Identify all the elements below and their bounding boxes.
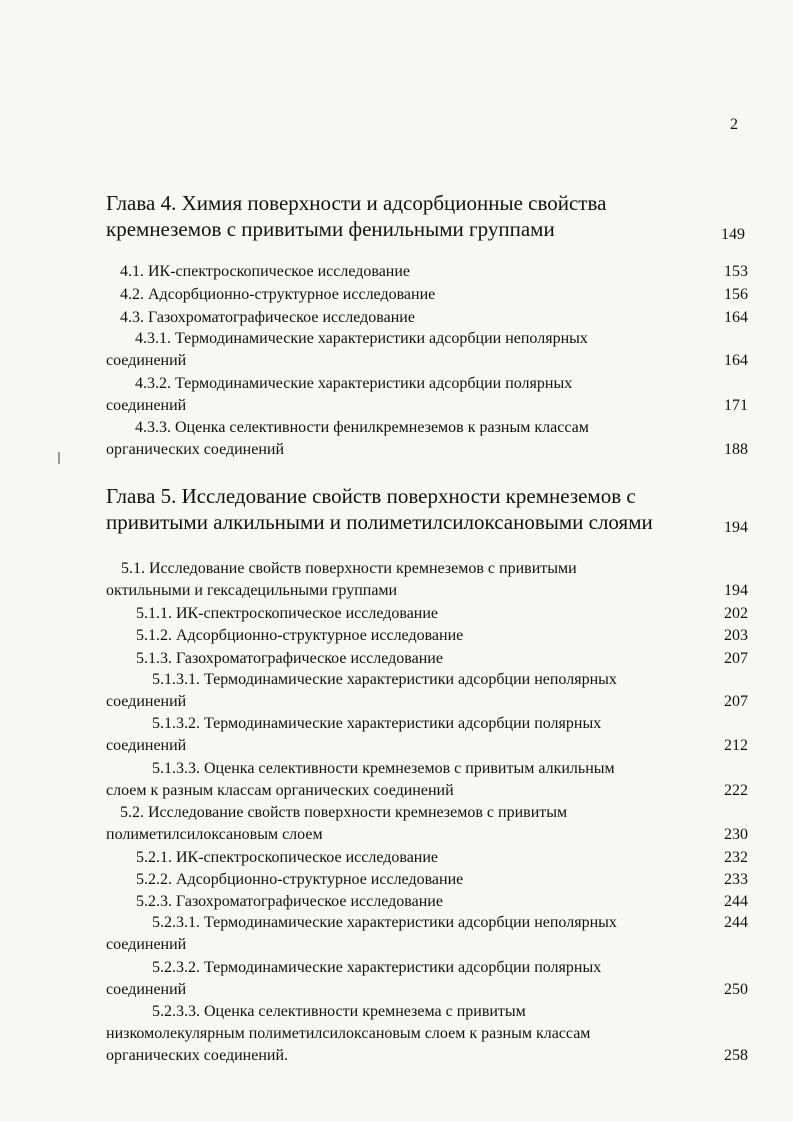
toc-entry-line [106,780,748,802]
toc-page-number: 188 [724,441,748,458]
toc-entry-line [106,1001,748,1023]
toc-entry-line [106,1045,748,1067]
toc-entry-text: Глава 5. Исследование свойств поверхности кремнеземов с [106,484,636,508]
toc-entry-text: 5.1.3. Газохроматографическое исследование [136,650,443,667]
toc-entry-text: 5.1.3.1. Термодинамические характеристики адсорбции неполярных [152,671,617,688]
toc-entry-text: 5.2.3. Газохроматографическое исследование [136,893,443,910]
toc-entry-line [106,307,748,329]
toc-entry-line [106,439,748,461]
toc-entry-line [106,957,748,979]
toc-entry-line [106,328,748,350]
toc-entry-text: 5.2.3.1. Термодинамические характеристики адсорбции неполярных [152,914,617,931]
toc-page-number: 244 [724,893,748,910]
toc-entry-line [106,802,748,824]
toc-page-number: 222 [724,782,748,799]
toc-entry-line [106,824,748,846]
toc-entry-text: 5.2.3.2. Термодинамические характеристики адсорбции полярных [152,959,602,976]
toc-entry-line [106,869,748,891]
toc-chapter-line [106,483,748,509]
page-number: 2 [730,116,738,133]
toc-entry-text: органических соединений. [106,1047,289,1064]
toc-entry-text: 5.2.3.3. Оценка селективности кремнезема с привитым [152,1003,526,1020]
toc-entry-text: органических соединений [106,441,285,458]
toc-entry-text: 5.1.3.3. Оценка селективности кремнеземов с привитым алкильным [152,760,615,777]
toc-entry-line [106,395,748,417]
toc-page-number: 203 [724,627,748,644]
toc-page-number: 258 [724,1047,748,1064]
toc-entry-text: слоем к разным классам органических соединений [106,782,454,799]
toc-entry-line [106,669,748,691]
toc-entry-text: Глава 4. Химия поверхности и адсорбционные свойства [106,191,607,215]
toc-page-number: 194 [724,519,748,536]
toc-entry-line [106,417,748,439]
toc-page-number: 194 [724,582,748,599]
toc-entry-text: соединений [106,352,187,369]
toc-entry-text: соединений [106,936,187,953]
toc-entry-text: 4.1. ИК-спектроскопическое исследование [120,263,411,280]
toc-page-number: 207 [724,650,748,667]
toc-entry-text: октильными и гексадецильными группами [106,582,398,599]
toc-entry-text: соединений [106,397,187,414]
toc-entry-line [106,847,748,869]
toc-page-number: 230 [724,826,748,843]
toc-page-number: 171 [724,397,748,414]
toc-page-number: 233 [724,871,748,888]
toc-entry-line [106,891,748,913]
toc-entry-text: 5.1.3.2. Термодинамические характеристики адсорбции полярных [152,715,602,732]
toc-entry-text: соединений [106,981,187,998]
toc-entry-text: 5.1.1. ИК-спектроскопическое исследование [136,605,439,622]
toc-entry-line [106,713,748,735]
toc-page-number: 250 [724,981,748,998]
toc-chapter-line [106,509,748,535]
toc-entry-line [106,261,748,283]
toc-page-number: 164 [724,309,748,326]
toc-entry-text: 4.3.2. Термодинамические характеристики адсорбции полярных [135,375,573,392]
toc-entry-line [106,1023,748,1045]
toc-page-number: 164 [724,352,748,369]
toc-entry-text: 4.3.3. Оценка селективности фенилкремнеземов к разным классам [135,419,589,436]
toc-page-number: 212 [724,737,748,754]
toc-entry-text: 5.1. Исследование свойств поверхности кремнеземов с привитыми [121,560,577,577]
toc-page-number: 153 [724,263,748,280]
toc-entry-line [106,758,748,780]
toc-entry-line [106,603,748,625]
toc-entry-text: 5.2.2. Адсорбционно-структурное исследование [136,871,464,888]
toc-entry-line [106,691,748,713]
toc-entry-line [106,979,748,1001]
toc-entry-text: 5.2.1. ИК-спектроскопическое исследование [136,849,439,866]
toc-entry-line [106,558,748,580]
toc-entry-text: 4.3. Газохроматографическое исследование [120,309,415,326]
toc-entry-text: 5.2. Исследование свойств поверхности кремнеземов с привитым [120,804,568,821]
toc-page-number: 232 [724,849,748,866]
toc-chapter-line [106,190,748,216]
toc-entry-line [106,373,748,395]
toc-entry-text: полиметилсилоксановым слоем [106,826,323,843]
toc-entry-text: 4.2. Адсорбционно-структурное исследование [120,286,436,303]
toc-entry-text: кремнеземов с привитыми фенильными группами [106,217,555,241]
toc-entry-line [106,350,748,372]
toc-entry-text: соединений [106,737,187,754]
toc-page-number: 149 [721,226,745,243]
toc-entry-line [106,934,748,956]
scan-artifact [58,452,60,464]
toc-page-number: 202 [724,605,748,622]
toc-chapter-line [106,216,748,242]
toc-entry-text: привитыми алкильными и полиметилсилоксановыми слоями [106,510,653,534]
toc-page-number: 156 [724,286,748,303]
toc-entry-text: соединений [106,693,187,710]
toc-entry-line [106,580,748,602]
toc-entry-line [106,648,748,670]
toc-entry-line [106,912,748,934]
toc-entry-text: 4.3.1. Термодинамические характеристики адсорбции неполярных [135,330,588,347]
toc-entry-text: 5.1.2. Адсорбционно-структурное исследование [136,627,464,644]
toc-page-number: 207 [724,693,748,710]
toc-entry-text: низкомолекулярным полиметилсилоксановым слоем к разным классам [106,1025,591,1042]
toc-entry-line [106,625,748,647]
toc-entry-line [106,284,748,306]
toc-entry-line [106,735,748,757]
toc-page-number: 244 [724,914,748,931]
